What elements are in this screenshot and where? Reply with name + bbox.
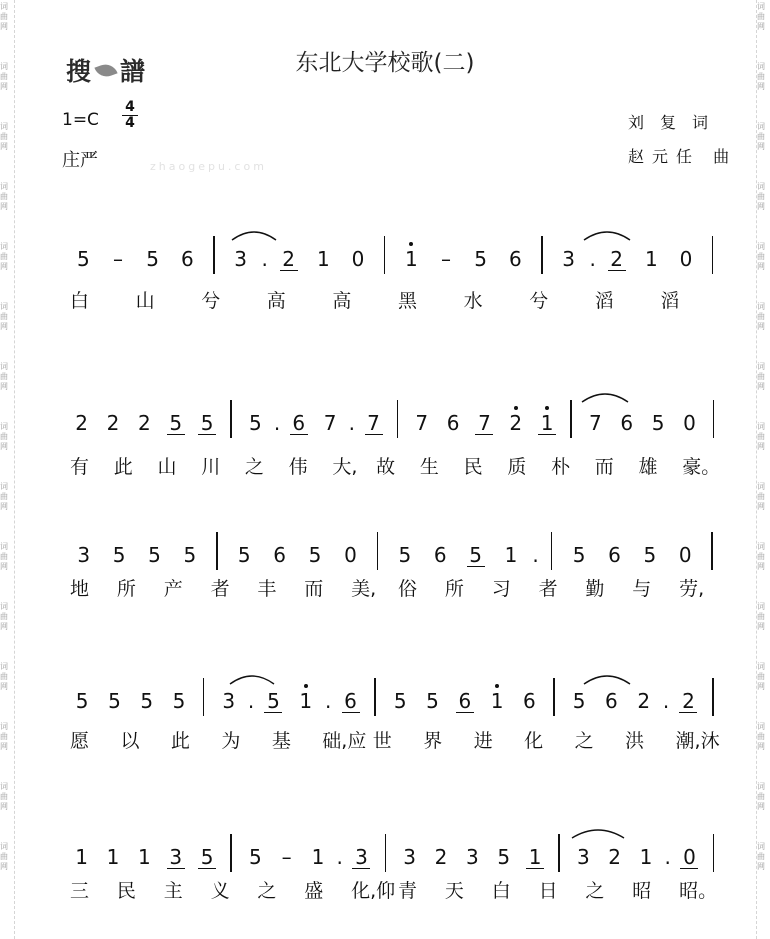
note: 5 xyxy=(76,247,90,271)
bar-line xyxy=(713,400,715,438)
dot-extension: . xyxy=(532,543,539,567)
side-label: 词曲网 xyxy=(757,542,765,571)
lyric-syllable: 三 xyxy=(70,880,90,902)
logo-text-right: 譜 xyxy=(120,57,147,86)
note: 2 xyxy=(106,411,120,435)
side-label: 词曲网 xyxy=(0,842,8,871)
note: 3 xyxy=(562,247,576,271)
lyric-syllable: 盛 xyxy=(304,880,324,902)
note: 7 xyxy=(475,412,493,435)
note: 0 xyxy=(344,543,357,567)
lyric-syllable: 基 xyxy=(271,730,291,752)
lyric-syllable: 朴 xyxy=(551,456,571,478)
bar-line xyxy=(374,678,376,716)
dot-extension: . xyxy=(247,689,255,713)
note: – xyxy=(441,247,451,271)
lyric-syllable: 大, xyxy=(332,456,358,478)
note: 7 xyxy=(415,411,429,435)
note: 6 xyxy=(290,412,308,435)
note: 3 xyxy=(576,845,590,869)
lyric-syllable: 进 xyxy=(473,730,493,752)
bar-line xyxy=(203,678,205,716)
lyric-syllable: 潮,沐 xyxy=(675,730,720,752)
lyric-syllable: 高 xyxy=(332,290,352,312)
lyric-syllable: 白 xyxy=(70,290,90,312)
bar-line xyxy=(377,532,379,570)
lyric-syllable: 洪 xyxy=(625,730,645,752)
note: 5 xyxy=(237,543,251,567)
note: 5 xyxy=(308,543,322,567)
lyric-syllable: 水 xyxy=(463,290,483,312)
note: 7 xyxy=(365,412,383,435)
composer-credit: 赵元任 曲 xyxy=(628,147,738,166)
note: 1 xyxy=(526,846,544,869)
note: 3 xyxy=(352,846,370,869)
bar-line xyxy=(711,532,713,570)
lyric-syllable: 民 xyxy=(463,456,483,478)
lyric-syllable: 白 xyxy=(491,880,511,902)
dot-extension: . xyxy=(348,411,355,435)
bar-line xyxy=(230,400,232,438)
slur-arc xyxy=(582,228,632,242)
note: 5 xyxy=(198,412,216,435)
note: 1 xyxy=(504,543,518,567)
lyric-syllable: 主 xyxy=(163,880,183,902)
side-label: 词曲网 xyxy=(757,62,765,91)
note: 6 xyxy=(605,689,618,713)
side-label: 词曲网 xyxy=(0,722,8,751)
note: 0 xyxy=(351,247,365,271)
lyric-syllable: 义 xyxy=(210,880,230,902)
slur-arc xyxy=(582,672,632,686)
dot-extension: . xyxy=(662,689,670,713)
lyric-syllable: 伟 xyxy=(288,456,308,478)
bar-line xyxy=(541,236,543,274)
side-label: 词曲网 xyxy=(757,842,765,871)
bar-line xyxy=(397,400,399,438)
note: 6 xyxy=(508,247,522,271)
lyric-syllable: 劳, xyxy=(679,578,705,600)
lyric-syllable: 础,应 xyxy=(322,730,367,752)
note: 3 xyxy=(77,543,91,567)
left-margin-strip xyxy=(0,0,15,939)
note: 5 xyxy=(572,543,586,567)
lyric-syllable: 此 xyxy=(113,456,133,478)
lyric-syllable: 以 xyxy=(120,730,140,752)
note: 2 xyxy=(75,411,89,435)
lyric-syllable: 豪。 xyxy=(682,456,721,478)
note: 3 xyxy=(222,689,236,713)
lyric-syllable: 此 xyxy=(170,730,190,752)
meter-top: 4 xyxy=(122,100,138,116)
note: 5 xyxy=(248,845,262,869)
note: 5 xyxy=(393,689,407,713)
lyric-syllable: 山 xyxy=(157,456,177,478)
side-label: 词曲网 xyxy=(0,242,8,271)
lyric-syllable: 之 xyxy=(574,730,594,752)
side-label: 词曲网 xyxy=(757,662,765,691)
slur-arc xyxy=(580,390,630,404)
note: 5 xyxy=(467,544,485,567)
note: 1 xyxy=(644,247,658,271)
lyric-syllable: 有 xyxy=(70,456,90,478)
lyric-syllable: 世 xyxy=(372,730,392,752)
side-label: 词曲网 xyxy=(0,302,8,331)
note: 5 xyxy=(146,247,160,271)
lyric-syllable: 习 xyxy=(491,578,511,600)
note: 5 xyxy=(474,247,488,271)
note: 3 xyxy=(234,247,248,271)
note: 3 xyxy=(466,845,479,869)
side-label: 词曲网 xyxy=(0,602,8,631)
bar-line xyxy=(385,834,387,872)
side-label: 词曲网 xyxy=(757,302,765,331)
bar-line xyxy=(230,834,232,872)
lyric-syllable: 滔 xyxy=(660,290,680,312)
lyric-syllable: 兮 xyxy=(529,290,549,312)
slur-arc xyxy=(570,826,626,840)
dot-extension: . xyxy=(273,411,281,435)
logo-text-left: 搜 xyxy=(66,57,93,86)
lyric-syllable: 黑 xyxy=(398,290,418,312)
lyric-syllable: 高 xyxy=(266,290,286,312)
bar-line xyxy=(558,834,560,872)
note: 1 xyxy=(538,412,556,435)
lyric-syllable: 化,仰 xyxy=(351,880,396,902)
note: 0 xyxy=(679,247,693,271)
side-label: 词曲网 xyxy=(0,662,8,691)
note: 1 xyxy=(299,689,313,713)
dot-extension: . xyxy=(336,845,343,869)
note: 0 xyxy=(683,411,696,435)
note: 6 xyxy=(180,247,194,271)
side-label: 词曲网 xyxy=(0,542,8,571)
octave-dot-above xyxy=(304,684,308,688)
note: 6 xyxy=(523,689,536,713)
lyric-syllable: 愿 xyxy=(70,730,90,752)
note: 5 xyxy=(167,412,185,435)
note: 5 xyxy=(264,690,282,713)
note: 5 xyxy=(198,846,216,869)
bar-line xyxy=(551,532,553,570)
side-label: 词曲网 xyxy=(0,62,8,91)
side-label: 词曲网 xyxy=(757,242,765,271)
lyric-syllable: 美, xyxy=(351,578,377,600)
side-label: 词曲网 xyxy=(0,422,8,451)
lyric-syllable: 产 xyxy=(163,578,183,600)
note: 6 xyxy=(342,690,360,713)
note: – xyxy=(113,247,123,271)
slur-arc xyxy=(230,228,278,242)
side-label: 词曲网 xyxy=(757,782,765,811)
note: 1 xyxy=(106,845,120,869)
lyric-syllable: 民 xyxy=(116,880,136,902)
note: 6 xyxy=(608,543,621,567)
note: 5 xyxy=(497,845,511,869)
note: 0 xyxy=(678,543,692,567)
note: 2 xyxy=(138,411,151,435)
lyric-syllable: 而 xyxy=(594,456,614,478)
note: 5 xyxy=(572,689,586,713)
note: 1 xyxy=(138,845,151,869)
note: 5 xyxy=(140,689,154,713)
side-label: 词曲网 xyxy=(757,722,765,751)
side-label: 词曲网 xyxy=(757,2,765,31)
page-title: 东北大学校歌(二) xyxy=(295,50,475,76)
note: 2 xyxy=(637,689,651,713)
octave-dot-above xyxy=(409,242,413,246)
lyric-syllable: 昭。 xyxy=(679,880,718,902)
octave-dot-above xyxy=(514,406,518,410)
lyric-syllable: 青 xyxy=(398,880,418,902)
bar-line xyxy=(553,678,555,716)
note: 3 xyxy=(167,846,185,869)
note: 5 xyxy=(172,689,186,713)
side-label: 词曲网 xyxy=(0,482,8,511)
time-signature xyxy=(122,100,138,131)
lyric-syllable: 俗 xyxy=(398,578,418,600)
note: 5 xyxy=(643,543,657,567)
lyric-syllable: 质 xyxy=(507,456,527,478)
note: 5 xyxy=(112,543,126,567)
slur-arc xyxy=(228,672,276,686)
dot-extension: . xyxy=(589,247,596,271)
lyric-syllable: 所 xyxy=(116,578,136,600)
note: 2 xyxy=(679,690,697,713)
note: – xyxy=(281,845,292,869)
side-label: 词曲网 xyxy=(757,602,765,631)
lyric-syllable: 勤 xyxy=(585,578,605,600)
note: 5 xyxy=(248,411,262,435)
side-label: 词曲网 xyxy=(0,782,8,811)
note: 5 xyxy=(398,543,412,567)
side-label: 词曲网 xyxy=(757,182,765,211)
lyric-syllable: 之 xyxy=(257,880,277,902)
note: 6 xyxy=(273,543,287,567)
lyric-syllable: 兮 xyxy=(201,290,221,312)
watermark: zhaogepu.com xyxy=(150,160,267,173)
lyric-syllable: 者 xyxy=(210,578,230,600)
lyricist-credit: 刘复词 xyxy=(628,113,725,132)
note: 2 xyxy=(280,248,298,271)
lyric-syllable: 地 xyxy=(70,578,90,600)
lyric-syllable: 山 xyxy=(135,290,155,312)
note: 1 xyxy=(639,845,653,869)
lyric-syllable: 之 xyxy=(244,456,264,478)
note: 5 xyxy=(651,411,665,435)
right-margin-strip xyxy=(756,0,770,939)
note: 5 xyxy=(108,689,121,713)
lyric-syllable: 之 xyxy=(585,880,605,902)
bar-line xyxy=(216,532,218,570)
note: 6 xyxy=(446,411,460,435)
side-label: 词曲网 xyxy=(0,362,8,391)
dot-extension: . xyxy=(261,247,268,271)
side-label: 词曲网 xyxy=(757,362,765,391)
note: 1 xyxy=(311,845,325,869)
note: 1 xyxy=(490,689,504,713)
lyric-syllable: 化 xyxy=(524,730,544,752)
octave-dot-above xyxy=(495,684,499,688)
note: 5 xyxy=(183,543,197,567)
note: 5 xyxy=(148,543,161,567)
bar-line xyxy=(213,236,215,274)
lyric-syllable: 故 xyxy=(376,456,396,478)
lyric-syllable: 日 xyxy=(538,880,558,902)
note: 1 xyxy=(316,247,330,271)
bar-line xyxy=(712,236,714,274)
lyric-syllable: 川 xyxy=(201,456,221,478)
side-label: 词曲网 xyxy=(757,122,765,151)
lyric-syllable: 而 xyxy=(304,578,324,600)
octave-dot-above xyxy=(545,406,549,410)
lyric-syllable: 雄 xyxy=(638,456,658,478)
side-label: 词曲网 xyxy=(0,122,8,151)
bar-line xyxy=(570,400,572,438)
lyric-syllable: 滔 xyxy=(594,290,614,312)
side-label: 词曲网 xyxy=(757,482,765,511)
note: 2 xyxy=(434,845,448,869)
lyric-syllable: 丰 xyxy=(257,578,277,600)
note: 2 xyxy=(509,411,523,435)
side-label: 词曲网 xyxy=(757,422,765,451)
note: 1 xyxy=(404,247,418,271)
note: 2 xyxy=(608,248,626,271)
meter-bottom: 4 xyxy=(125,115,135,131)
lyric-syllable: 生 xyxy=(419,456,439,478)
note: 6 xyxy=(620,411,634,435)
lyric-syllable: 为 xyxy=(221,730,241,752)
note: 0 xyxy=(680,846,698,869)
bar-line xyxy=(384,236,386,274)
note: 7 xyxy=(589,411,602,435)
note: 6 xyxy=(456,690,474,713)
note: 5 xyxy=(426,689,439,713)
lyric-syllable: 天 xyxy=(444,880,464,902)
side-label: 词曲网 xyxy=(0,2,8,31)
note: 7 xyxy=(323,411,337,435)
side-label: 词曲网 xyxy=(0,182,8,211)
key-signature: 1=C xyxy=(62,110,99,130)
note: 5 xyxy=(75,689,89,713)
note: 3 xyxy=(403,845,417,869)
lyric-syllable: 者 xyxy=(538,578,558,600)
note: 6 xyxy=(433,543,447,567)
dot-extension: . xyxy=(664,845,671,869)
lyric-syllable: 与 xyxy=(632,578,652,600)
lyric-syllable: 所 xyxy=(444,578,464,600)
note: 2 xyxy=(608,845,622,869)
lyric-syllable: 昭 xyxy=(632,880,652,902)
tempo-marking: 庄严 xyxy=(62,150,98,171)
lyric-syllable: 界 xyxy=(423,730,443,752)
bar-line xyxy=(713,834,715,872)
note: 1 xyxy=(75,845,89,869)
dot-extension: . xyxy=(324,689,332,713)
bar-line xyxy=(712,678,714,716)
